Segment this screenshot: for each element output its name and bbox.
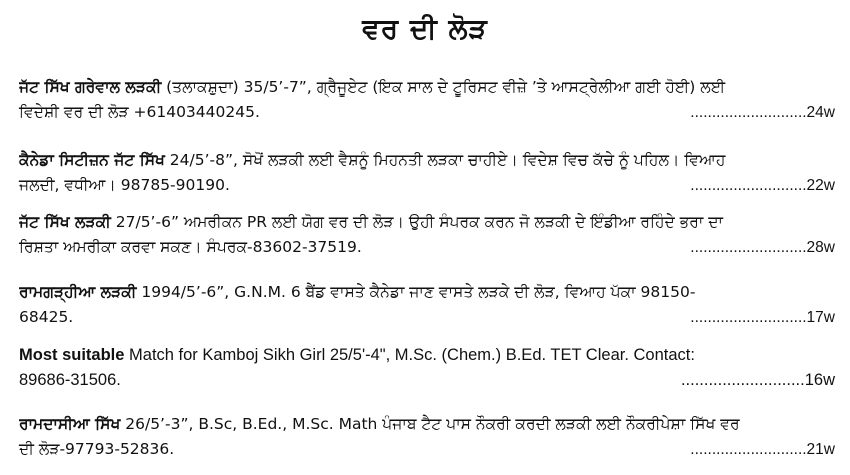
ad-line-2 — [19, 235, 835, 260]
ad-code: ...........................16w — [680, 371, 835, 389]
ad-text: (ਤਲਾਕਸ਼ੁਦਾ) 35/5’-7”, ਗ੍ਰੈਜੂਏਟ (ਇਕ ਸਾਲ ਦੇ ਟੂਰਿਸਟ ਵੀਜ਼ੇ ’ਤੇ ਆਸਟ੍ਰੇਲੀਆ ਗਈ ਹੋਈ) ਲਈ — [161, 78, 726, 96]
ad-text: 1994/5’-6”, G.N.M. 6 ਬੈਂਡ ਵਾਸਤੇ ਕੈਨੇਡਾ ਜਾਣ ਵਾਸਤੇ ਲੜਕੇ ਦੀ ਲੋੜ, ਵਿਆਹ ਪੱਕਾ 98150- — [136, 283, 696, 301]
page-title: ਵਰ ਦੀ ਲੋੜ — [362, 12, 488, 45]
ad-lead: ਜੱਟ ਸਿੱਖ ਲੜਕੀ — [19, 213, 111, 231]
ad-line-1 — [19, 343, 835, 368]
ad-code: ...........................24w — [690, 104, 835, 121]
ad-code: ...........................28w — [690, 239, 835, 256]
ad-text: 27/5’-6” ਅਮਰੀਕਨ PR ਲਈ ਯੋਗ ਵਰ ਦੀ ਲੋੜ। ਉਹੀ ਸੰਪਰਕ ਕਰਨ ਜੋ ਲੜਕੀ ਦੇ ਇੰਡੀਆ ਰਹਿੰਦੇ ਭਰਾ ਦਾ — [110, 213, 723, 231]
ad-line-2 — [19, 368, 835, 393]
ad-line-1 — [19, 75, 835, 100]
ad-text-continued: ਵਿਦੇਸ਼ੀ ਵਰ ਦੀ ਲੋੜ +61403440245. — [19, 103, 260, 121]
ad-lead: ਕੈਨੇਡਾ ਸਿਟੀਜ਼ਨ ਜੱਟ ਸਿੱਖ — [19, 151, 165, 169]
ad-line-2 — [19, 305, 835, 330]
classified-ad — [19, 343, 835, 393]
ad-line-1 — [19, 280, 835, 305]
ad-lead: ਰਾਮਗੜ੍ਹੀਆ ਲੜਕੀ — [19, 283, 137, 301]
ad-code: ...........................21w — [690, 441, 835, 458]
ad-line-2 — [19, 173, 835, 198]
ad-line-2 — [19, 437, 835, 462]
ad-lead: Most suitable — [19, 346, 125, 364]
ad-text-continued: ਰਿਸ਼ਤਾ ਅਮਰੀਕਾ ਕਰਵਾ ਸਕਣ। ਸੰਪਰਕ-83602-37519. — [19, 238, 362, 256]
classified-ad — [19, 412, 835, 462]
ad-text-continued: 68425. — [19, 308, 74, 326]
ad-lead: ਜੱਟ ਸਿੱਖ ਗਰੇਵਾਲ ਲੜਕੀ — [19, 78, 162, 96]
ad-line-1 — [19, 210, 835, 235]
ad-text: 24/5’-8”, ਸੋਖੋਂ ਲੜਕੀ ਲਈ ਵੈਸ਼ਨੂੰ ਮਿਹਨਤੀ ਲੜਕਾ ਚਾਹੀਏ। ਵਿਦੇਸ਼ ਵਿਚ ਕੱਚੇ ਨੂੰ ਪਹਿਲ। ਵਿਆਹ — [164, 151, 726, 169]
ad-line-1 — [19, 412, 835, 437]
ad-lead: ਰਾਮਦਾਸੀਆ ਸਿੱਖ — [19, 415, 121, 433]
ad-text-continued: 89686-31506. — [19, 371, 121, 389]
ad-code: ...........................22w — [690, 177, 835, 194]
ad-line-2 — [19, 100, 835, 125]
ad-text-continued: ਦੀ ਲੋੜ-97793-52836. — [19, 440, 175, 458]
ad-text-continued: ਜਲਦੀ, ਵਧੀਆ। 98785-90190. — [19, 176, 230, 194]
ad-line-1 — [19, 148, 835, 173]
classified-ad — [19, 280, 835, 330]
classified-ad — [19, 148, 835, 198]
ad-text: Match for Kamboj Sikh Girl 25/5'-4", M.Sc. (Chem.) B.Ed. TET Clear. Contact: — [124, 346, 695, 364]
ad-code: ...........................17w — [690, 309, 835, 326]
ad-text: 26/5’-3”, B.Sc, B.Ed., M.Sc. Math ਪੰਜਾਬ ਟੈਟ ਪਾਸ ਨੌਕਰੀ ਕਰਦੀ ਲੜਕੀ ਲਈ ਨੌਕਰੀਪੇਸ਼ਾ ਸਿੱਖ ਵਰ — [120, 415, 740, 433]
classified-ad — [19, 210, 835, 260]
classified-ad — [19, 75, 835, 125]
